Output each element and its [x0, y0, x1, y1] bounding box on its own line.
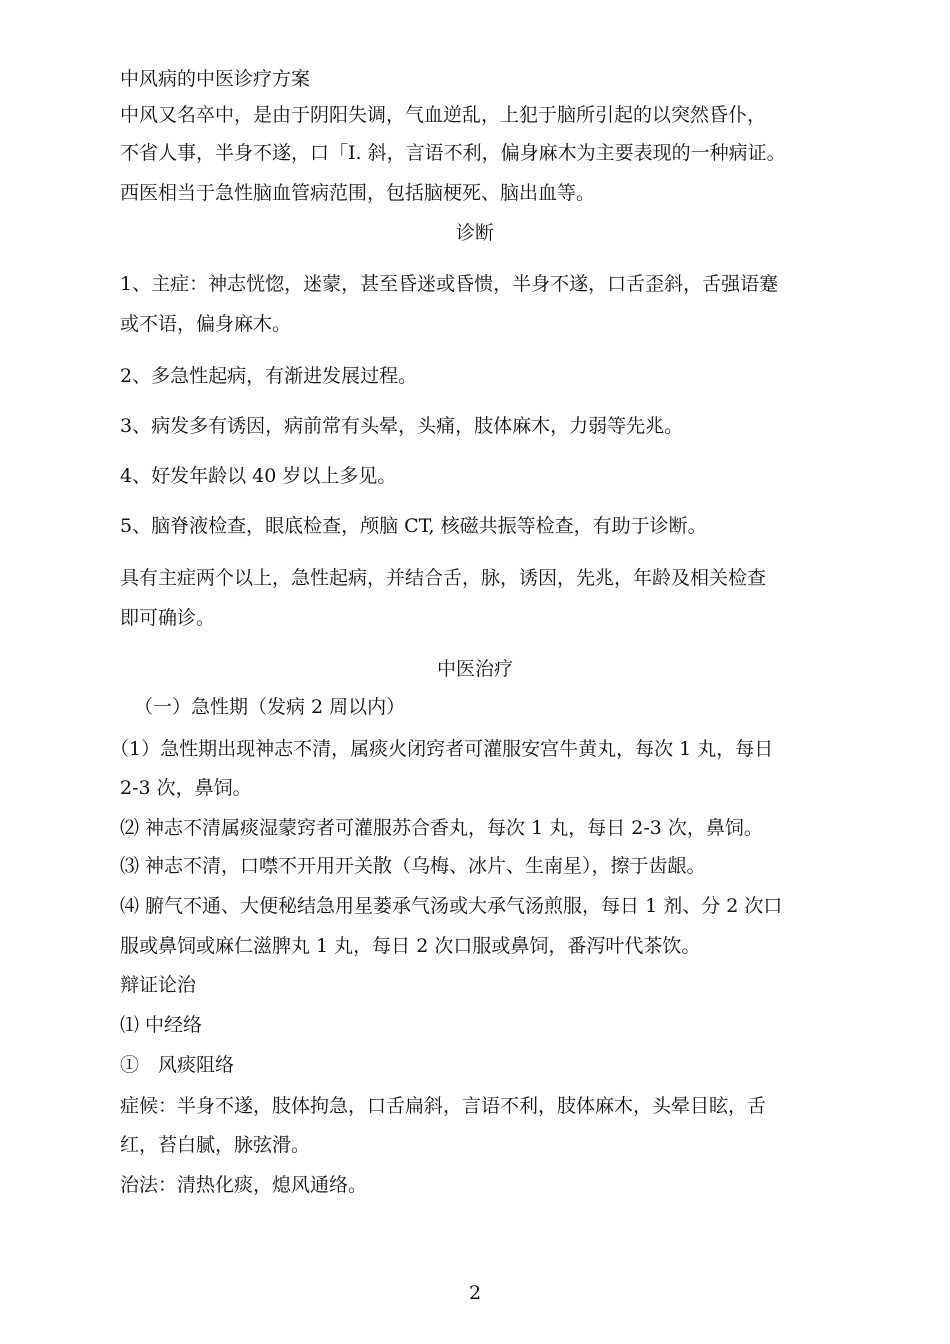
diagnosis-item: 5、脑脊液检查，眼底检查，颅脑 CT, 核磁共振等检查，有助于诊断。 — [120, 515, 707, 537]
acute-item: 服或鼻饲或麻仁滋脾丸 1 丸，每日 2 次口服或鼻饲，番泻叶代茶饮。 — [120, 935, 701, 957]
diagnosis-item: 3、病发多有诱因，病前常有头晕，头痛，肢体麻木，力弱等先兆。 — [120, 415, 684, 437]
diagnosis-item: 2、多急性起病，有渐进发展过程。 — [120, 365, 418, 387]
acute-item: （1）急性期出现神志不清，属痰火闭窍者可灌服安宫牛黄丸，每次 1 丸，每日 — [110, 738, 774, 760]
diagnosis-item: 或不语，偏身麻木。 — [120, 313, 292, 335]
syndrome-subheading: ⑴ 中经络 — [120, 1014, 203, 1036]
diagnosis-heading: 诊断 — [455, 222, 494, 244]
intro-line: 中风又名卒中，是由于阴阳失调，气血逆乱，上犯于脑所引起的以突然昏仆， — [120, 104, 767, 126]
intro-line: 不省人事，半身不遂，口「I. 斜，言语不利，偏身麻木为主要表现的一种病证。 — [120, 142, 786, 164]
syndrome-subheading: ① 风痰阻络 — [120, 1054, 235, 1076]
acute-item: 2-3 次，鼻饲。 — [120, 777, 252, 799]
diagnosis-item: 1、主症：神志恍惚，迷蒙，甚至昏迷或昏愦，半身不遂，口舌歪斜，舌强语蹇 — [120, 273, 779, 295]
syndrome-text: 红，苔白腻，脉弦滑。 — [120, 1134, 311, 1156]
syndrome-heading: 辩证论治 — [120, 974, 197, 996]
intro-line: 西医相当于急性脑血管病范围，包括脑梗死、脑出血等。 — [120, 182, 596, 204]
diagnosis-summary: 具有主症两个以上，急性起病，并结合舌，脉，诱因，先兆，年龄及相关检查 — [120, 567, 767, 589]
acute-heading: （一）急性期（发病 2 周以内） — [134, 696, 406, 718]
syndrome-text: 治法：清热化痰，熄风通络。 — [120, 1174, 368, 1196]
acute-item: ⑶ 神志不清，口噤不开用开关散（乌梅、冰片、生南星），擦于齿龈。 — [120, 855, 706, 877]
syndrome-text: 症候：半身不遂，肢体拘急，口舌扁斜，言语不利，肢体麻木，头晕目眩，舌 — [120, 1095, 767, 1117]
diagnosis-summary: 即可确诊。 — [120, 607, 216, 629]
acute-item: ⑵ 神志不清属痰湿蒙窍者可灌服苏合香丸，每次 1 丸，每日 2-3 次，鼻饲。 — [120, 817, 763, 839]
diagnosis-item: 4、好发年龄以 40 岁以上多见。 — [120, 465, 397, 487]
acute-item: ⑷ 腑气不通、大便秘结急用星蒌承气汤或大承气汤煎服，每日 1 剂、分 2 次口 — [120, 895, 783, 917]
page-number: 2 — [468, 1282, 482, 1304]
treatment-heading: 中医治疗 — [436, 658, 513, 680]
document-title: 中风病的中医诊疗方案 — [120, 68, 311, 90]
